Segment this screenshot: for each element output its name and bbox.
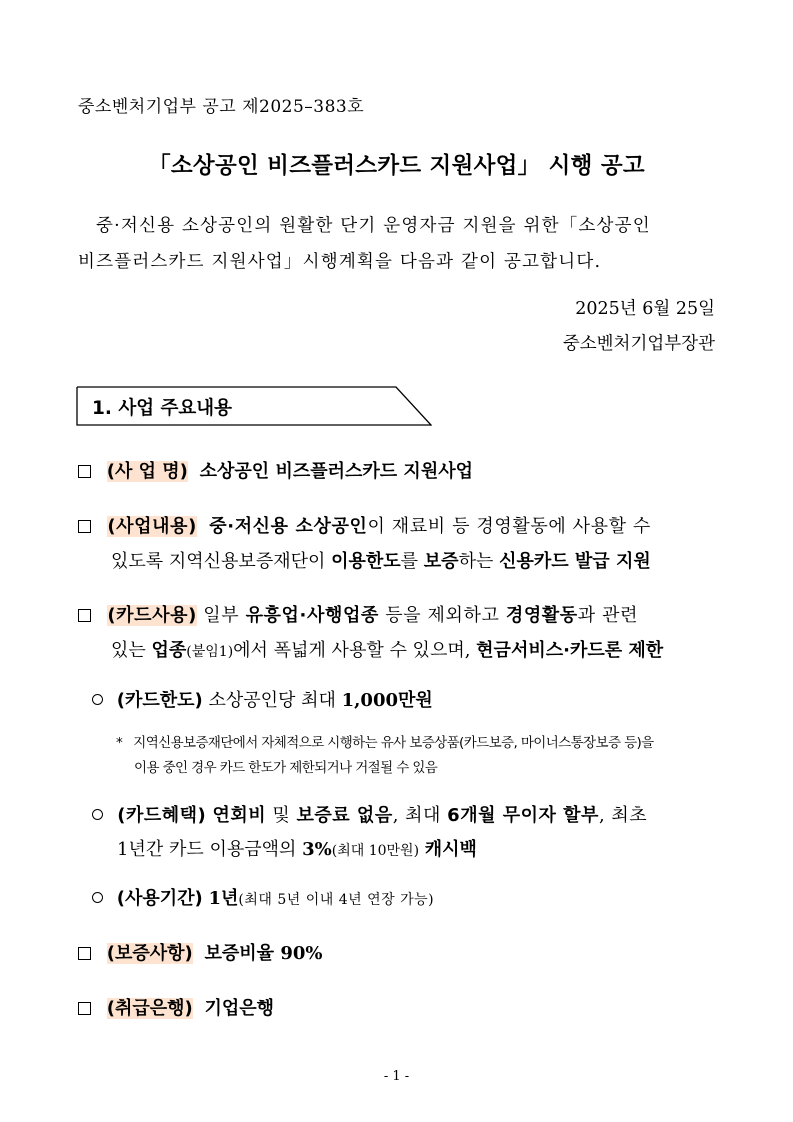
content-bold-guarantee: 보증 bbox=[423, 551, 459, 572]
usage-bold-restriction: 현금서비스·카드론 제한 bbox=[476, 640, 664, 661]
limit-note-line2: 이용 중인 경우 카드 한도가 제한되거나 거절될 수 있음 bbox=[134, 760, 438, 776]
checkbox-square-icon bbox=[78, 1002, 91, 1015]
subitem-card-benefit bbox=[92, 801, 647, 827]
bullet-circle-icon bbox=[92, 694, 103, 705]
page-number: - 1 - bbox=[383, 1069, 410, 1084]
benefit-cashback: 캐시백 bbox=[424, 839, 477, 860]
label-business-name: (사 업 명) bbox=[106, 461, 188, 482]
benefit-no-fee: 보증료 없음 bbox=[296, 805, 393, 826]
limit-note-line1: 지역신용보증재단에서 자체적으로 시행하는 유사 보증상품(카드보증, 마이너스통장보증 등)을 bbox=[133, 735, 654, 751]
usage-text: 등을 제외하고 bbox=[378, 605, 506, 626]
content-text: 있도록 지역신용보증재단이 bbox=[111, 551, 332, 572]
note-asterisk: * bbox=[116, 735, 123, 751]
bank-value: 기업은행 bbox=[204, 998, 275, 1019]
checkbox-square-icon bbox=[78, 947, 91, 960]
benefit-text: , 최초 bbox=[598, 805, 648, 826]
label-card-limit: (카드한도) bbox=[116, 690, 203, 711]
benefit-text: , 최대 bbox=[392, 805, 448, 826]
content-bold-limit: 이용한도 bbox=[331, 551, 401, 572]
limit-amount: 1,000만원 bbox=[341, 690, 433, 711]
bullet-circle-icon bbox=[92, 809, 103, 820]
item-business-name bbox=[78, 457, 473, 483]
bullet-circle-icon bbox=[92, 892, 103, 903]
usage-attachment-ref: (붙임1) bbox=[186, 644, 234, 660]
subitem-card-limit bbox=[92, 686, 433, 712]
period-note: (최대 5년 이내 4년 연장 가능) bbox=[238, 892, 435, 908]
intro-line-1: 중·저신용 소상공인의 원활한 단기 운영자금 지원을 위한「소상공인 bbox=[96, 216, 651, 236]
limit-text: 소상공인당 최대 bbox=[202, 690, 342, 711]
content-bold-target: 중·저신용 소상공인 bbox=[209, 516, 368, 537]
subitem-card-benefit-line2 bbox=[117, 835, 477, 861]
label-usage-period: (사용기간) bbox=[116, 888, 203, 909]
item-bank bbox=[78, 994, 274, 1020]
label-guarantee: (보증사항) bbox=[106, 943, 193, 964]
value-business-name: 소상공인 비즈플러스카드 지원사업 bbox=[199, 461, 473, 482]
checkbox-square-icon bbox=[78, 465, 91, 478]
period-value: 1년 bbox=[208, 888, 239, 909]
content-text: 이 재료비 등 경영활동에 사용할 수 bbox=[367, 516, 651, 537]
guarantee-rate: 90% bbox=[280, 943, 323, 964]
content-text: 하는 bbox=[458, 551, 500, 572]
usage-bold-excluded: 유흥업·사행업종 bbox=[245, 605, 379, 626]
item-guarantee bbox=[78, 939, 322, 965]
benefit-cashback-rate: 3% bbox=[302, 839, 332, 860]
checkbox-square-icon bbox=[78, 609, 91, 622]
issuer: 중소벤처기업부장관 bbox=[562, 334, 715, 354]
section-header bbox=[76, 386, 432, 426]
notice-date: 2025년 6월 25일 bbox=[575, 299, 715, 319]
usage-bold-business: 경영활동 bbox=[505, 605, 578, 626]
usage-bold-industry: 업종 bbox=[151, 640, 187, 661]
doc-number: 중소벤처기업부 공고 제2025–383호 bbox=[78, 97, 365, 117]
label-card-usage: (카드사용) bbox=[107, 605, 197, 626]
usage-text: 과 관련 bbox=[577, 605, 639, 626]
section-title: 1. 사업 주요내용 bbox=[92, 398, 233, 419]
item-card-usage bbox=[78, 601, 638, 627]
subitem-usage-period bbox=[92, 884, 434, 910]
benefit-installment: 6개월 무이자 할부 bbox=[447, 805, 599, 826]
intro-line-2: 비즈플러스카드 지원사업」시행계획을 다음과 같이 공고합니다. bbox=[78, 252, 602, 272]
benefit-text: 1년간 카드 이용금액의 bbox=[117, 839, 303, 860]
page-title: 「소상공인 비즈플러스카드 지원사업」 시행 공고 bbox=[148, 153, 645, 179]
item-card-usage-line2 bbox=[111, 636, 663, 662]
item-business-content bbox=[78, 512, 651, 538]
usage-text: 있는 bbox=[111, 640, 152, 661]
checkbox-square-icon bbox=[78, 520, 91, 533]
label-card-benefit: (카드혜택) bbox=[117, 805, 207, 826]
benefit-annual-fee: 연회비 bbox=[212, 805, 267, 826]
guarantee-text: 보증비율 bbox=[204, 943, 281, 964]
item-business-content-line2 bbox=[111, 547, 651, 573]
usage-text: 에서 폭넓게 사용할 수 있으며, bbox=[233, 640, 477, 661]
limit-note bbox=[116, 731, 654, 751]
label-business-content: (사업내용) bbox=[107, 516, 197, 537]
content-bold-card: 신용카드 발급 지원 bbox=[499, 551, 651, 572]
content-text: 를 bbox=[400, 551, 424, 572]
label-bank: (취급은행) bbox=[106, 998, 193, 1019]
benefit-text: 및 bbox=[266, 805, 297, 826]
usage-text: 일부 bbox=[196, 605, 246, 626]
benefit-cashback-max: (최대 10만원) bbox=[331, 843, 420, 859]
